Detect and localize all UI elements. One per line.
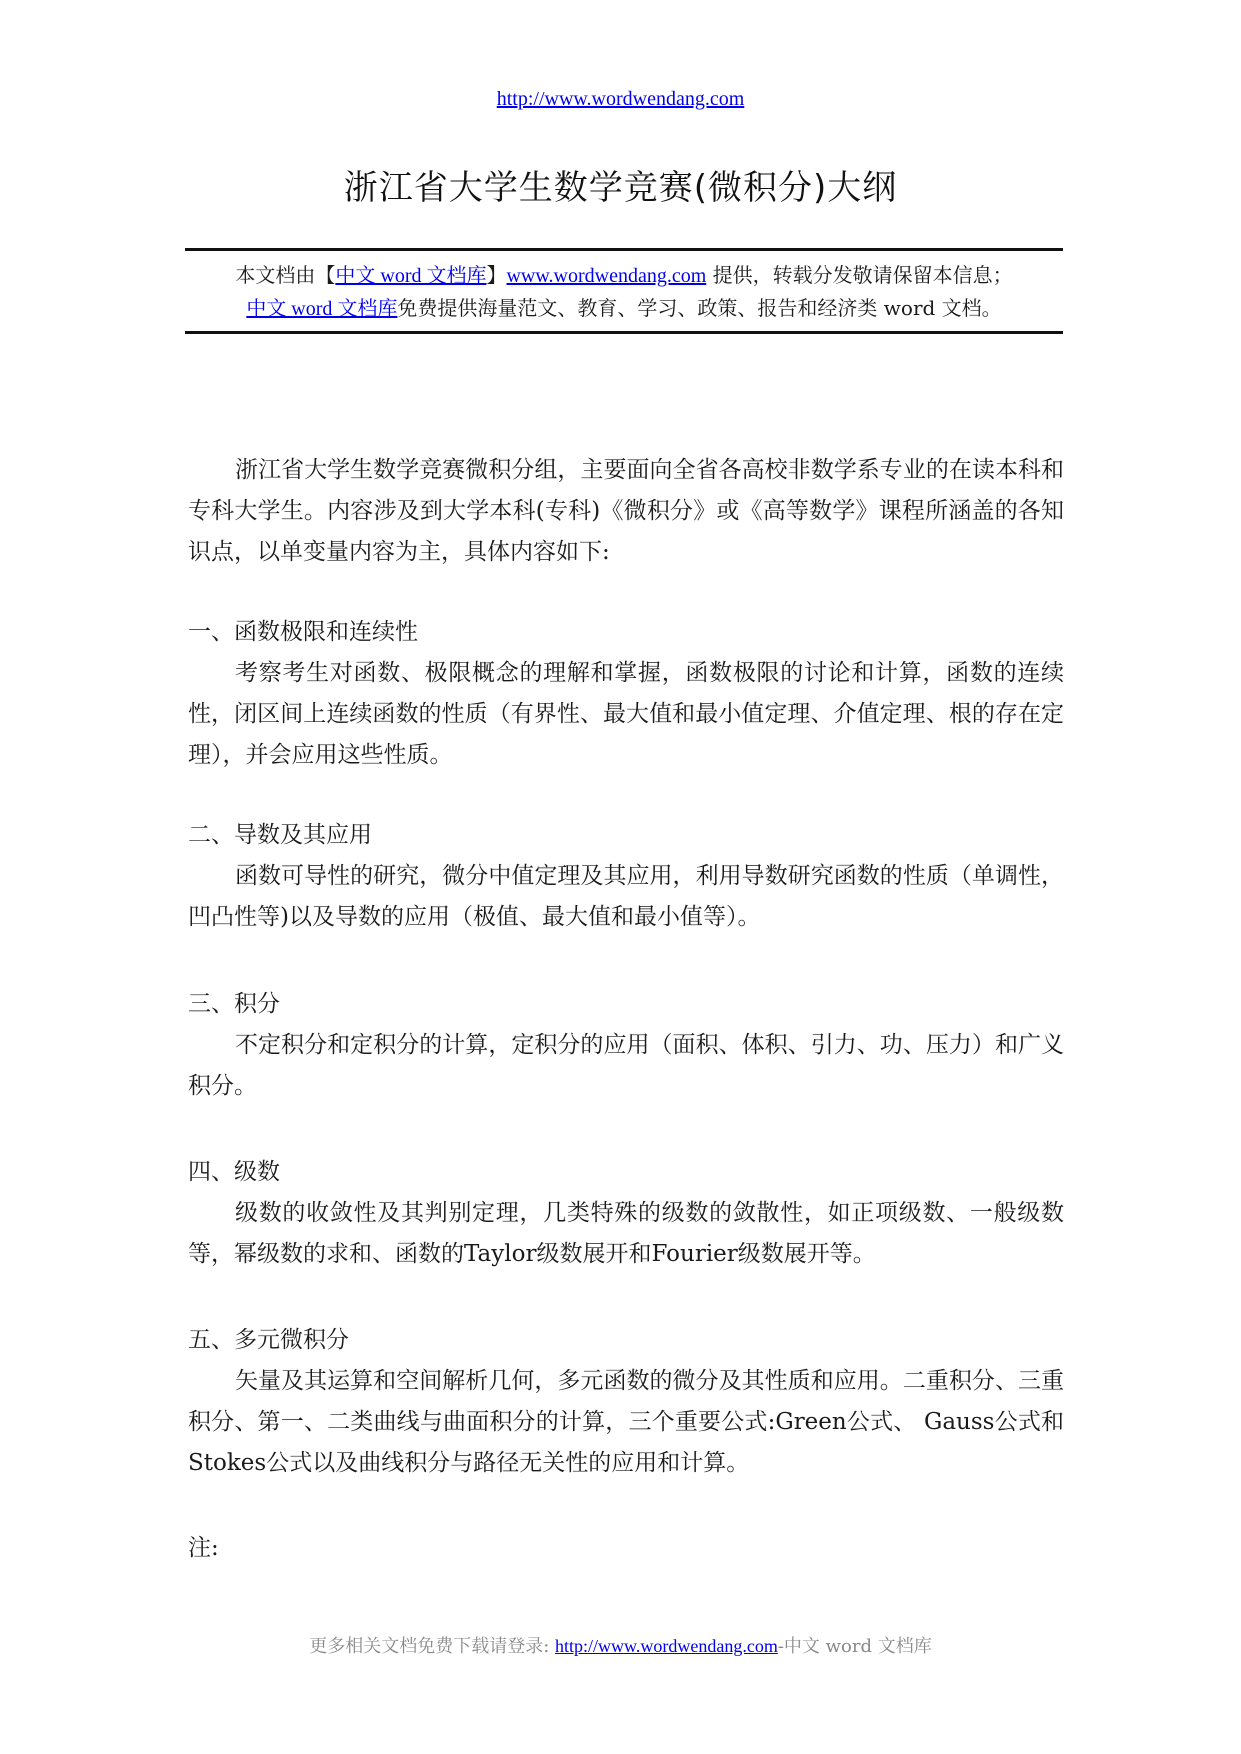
page-footer <box>0 1632 1241 1658</box>
notice-library-link-2[interactable]: 中文 word 文档库 <box>246 298 398 320</box>
notice-line-1 <box>185 259 1063 292</box>
intro-paragraph: 浙江省大学生数学竞赛微积分组，主要面向全省各高校非数学系专业的在读本科和专科大学生。内容涉及到大学本科(专科)《微积分》或《高等数学》课程所涵盖的各知识点，以单变量内容为主，具体内容如下: <box>188 457 1064 565</box>
header-url-container <box>0 88 1241 111</box>
header-url-link[interactable]: http://www.wordwendang.com <box>496 88 745 110</box>
section-heading: 五、多元微积分 <box>188 1327 349 1353</box>
notice-line-2-text: 免费提供海量范文、教育、学习、政策、报告和经济类 word 文档。 <box>397 296 1002 320</box>
page-title: 浙江省大学生数学竞赛(微积分)大纲 <box>343 168 898 208</box>
footer-url-link[interactable]: http://www.wordwendang.com <box>555 1636 778 1656</box>
section-paragraph: 级数的收敛性及其判别定理，几类特殊的级数的敛散性，如正项级数、一般级数等，幂级数的求和、函数的Taylor级数展开和Fourier级数展开等。 <box>188 1200 1064 1267</box>
notice-prefix: 本文档由【 <box>235 263 336 287</box>
section-2 <box>188 815 1064 938</box>
intro-block <box>188 450 1064 573</box>
footer-suffix: -中文 word 文档库 <box>777 1636 932 1657</box>
section-4 <box>188 1152 1064 1275</box>
notice-library-link[interactable]: 中文 word 文档库 <box>335 265 487 287</box>
section-heading: 三、积分 <box>188 991 280 1017</box>
section-paragraph: 矢量及其运算和空间解析几何，多元函数的微分及其性质和应用。二重积分、三重积分、第一、二类曲线与曲面积分的计算，三个重要公式:Green公式、 Gauss公式和Stokes公式以及曲线积分与路径无关性的应用和计算。 <box>188 1368 1064 1476</box>
note-label: 注: <box>188 1535 219 1561</box>
section-heading: 一、函数极限和连续性 <box>188 619 418 645</box>
section-1 <box>188 612 1064 776</box>
notice-site-link[interactable]: www.wordwendang.com <box>506 265 707 287</box>
section-paragraph: 函数可导性的研究，微分中值定理及其应用，利用导数研究函数的性质（单调性，凹凸性等)以及导数的应用（极值、最大值和最小值等）。 <box>188 863 1064 930</box>
section-paragraph: 考察考生对函数、极限概念的理解和掌握，函数极限的讨论和计算，函数的连续性，闭区间上连续函数的性质（有界性、最大值和最小值定理、介值定理、根的存在定理），并会应用这些性质。 <box>188 660 1064 768</box>
section-heading: 四、级数 <box>188 1159 280 1185</box>
section-heading: 二、导数及其应用 <box>188 822 372 848</box>
notice-line-2 <box>185 292 1063 325</box>
notice-bracket: 】 <box>486 263 507 287</box>
notice-suffix: 提供，转载分发敬请保留本信息； <box>706 263 1013 287</box>
copyright-notice <box>185 248 1063 334</box>
footer-prefix: 更多相关文档免费下载请登录: <box>309 1636 556 1657</box>
section-3 <box>188 984 1064 1107</box>
section-5 <box>188 1320 1064 1484</box>
section-paragraph: 不定积分和定积分的计算，定积分的应用（面积、体积、引力、功、压力）和广义积分。 <box>188 1032 1064 1099</box>
note-block <box>188 1528 1064 1569</box>
